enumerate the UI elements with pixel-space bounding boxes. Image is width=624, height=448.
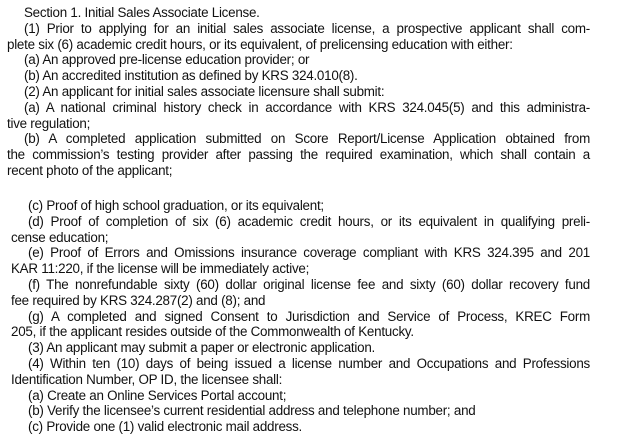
paragraph [7, 52, 590, 68]
text-line: fee required by KRS 324.287(2) and (8); and [11, 292, 266, 308]
document-section-part-2 [11, 198, 590, 435]
text-line: (c) Proof of high school graduation, or its equivalent; [28, 198, 324, 213]
text-line: (f) The nonrefundable sixty (60) dollar original license fee and sixty (60) dollar recovery fund [28, 276, 590, 292]
paragraph [11, 214, 590, 246]
text-line: tive regulation; [7, 115, 91, 131]
text-line: (b) A completed application submitted on Score Report/License Application obtained from [24, 131, 590, 147]
text-line: plete six (6) academic credit hours, or its equivalent, of prelicensing education with either: [7, 36, 513, 52]
paragraph [11, 388, 590, 404]
text-line: cense education; [11, 229, 109, 245]
paragraph [11, 340, 590, 356]
text-line: (b) An accredited institution as defined by KRS 324.010(8). [24, 68, 358, 84]
text-line: KAR 11:220, if the license will be immediately active; [11, 261, 310, 277]
text-line: Section 1. Initial Sales Associate License. [24, 5, 260, 20]
text-line: (a) Create an Online Services Portal account; [28, 387, 287, 403]
text-line: 205, if the applicant resides outside of the Commonwealth of Kentucky. [11, 324, 414, 340]
text-line: (2) An applicant for initial sales associate licensure shall submit: [24, 83, 385, 99]
paragraph [11, 419, 590, 435]
paragraph [7, 5, 590, 21]
text-line: (g) A completed and signed Consent to Jurisdiction and Service of Process, KREC Form [28, 308, 590, 324]
paragraph [11, 403, 590, 419]
paragraph [11, 356, 590, 388]
text-line: recent photo of the applicant; [7, 162, 173, 178]
paragraph [11, 245, 590, 277]
text-line: (a) A national criminal history check in accordance with KRS 324.045(5) and this administra- [24, 99, 590, 115]
text-line: (a) An approved pre-license education provider; or [24, 52, 310, 68]
text-line: Identification Number, OP ID, the licensee shall: [11, 371, 283, 387]
paragraph [11, 309, 590, 341]
text-line: (e) Proof of Errors and Omissions insurance coverage compliant with KRS 324.395 and 201 [28, 245, 590, 261]
paragraph [7, 131, 590, 178]
paragraph [7, 21, 590, 53]
text-line: (b) Verify the licensee’s current residential address and telephone number; and [28, 403, 476, 419]
paragraph [7, 100, 590, 132]
text-line: (4) Within ten (10) days of being issued a license number and Occupations and Professions [28, 355, 590, 371]
text-line: (3) An applicant may submit a paper or electronic application. [28, 340, 375, 356]
paragraph [11, 277, 590, 309]
text-line: (1) Prior to applying for an initial sales associate license, a prospective applicant shall com- [24, 20, 590, 36]
text-line: (d) Proof of completion of six (6) academic credit hours, or its equivalent in qualifying preli- [28, 213, 590, 229]
paragraph [7, 84, 590, 100]
text-line: the commission’s testing provider after passing the required examination, which shall contain a [7, 147, 590, 163]
paragraph [7, 68, 590, 84]
text-line: (c) Provide one (1) valid electronic mail address. [28, 419, 303, 435]
document-section-part-1 [7, 5, 590, 179]
paragraph [11, 198, 590, 214]
